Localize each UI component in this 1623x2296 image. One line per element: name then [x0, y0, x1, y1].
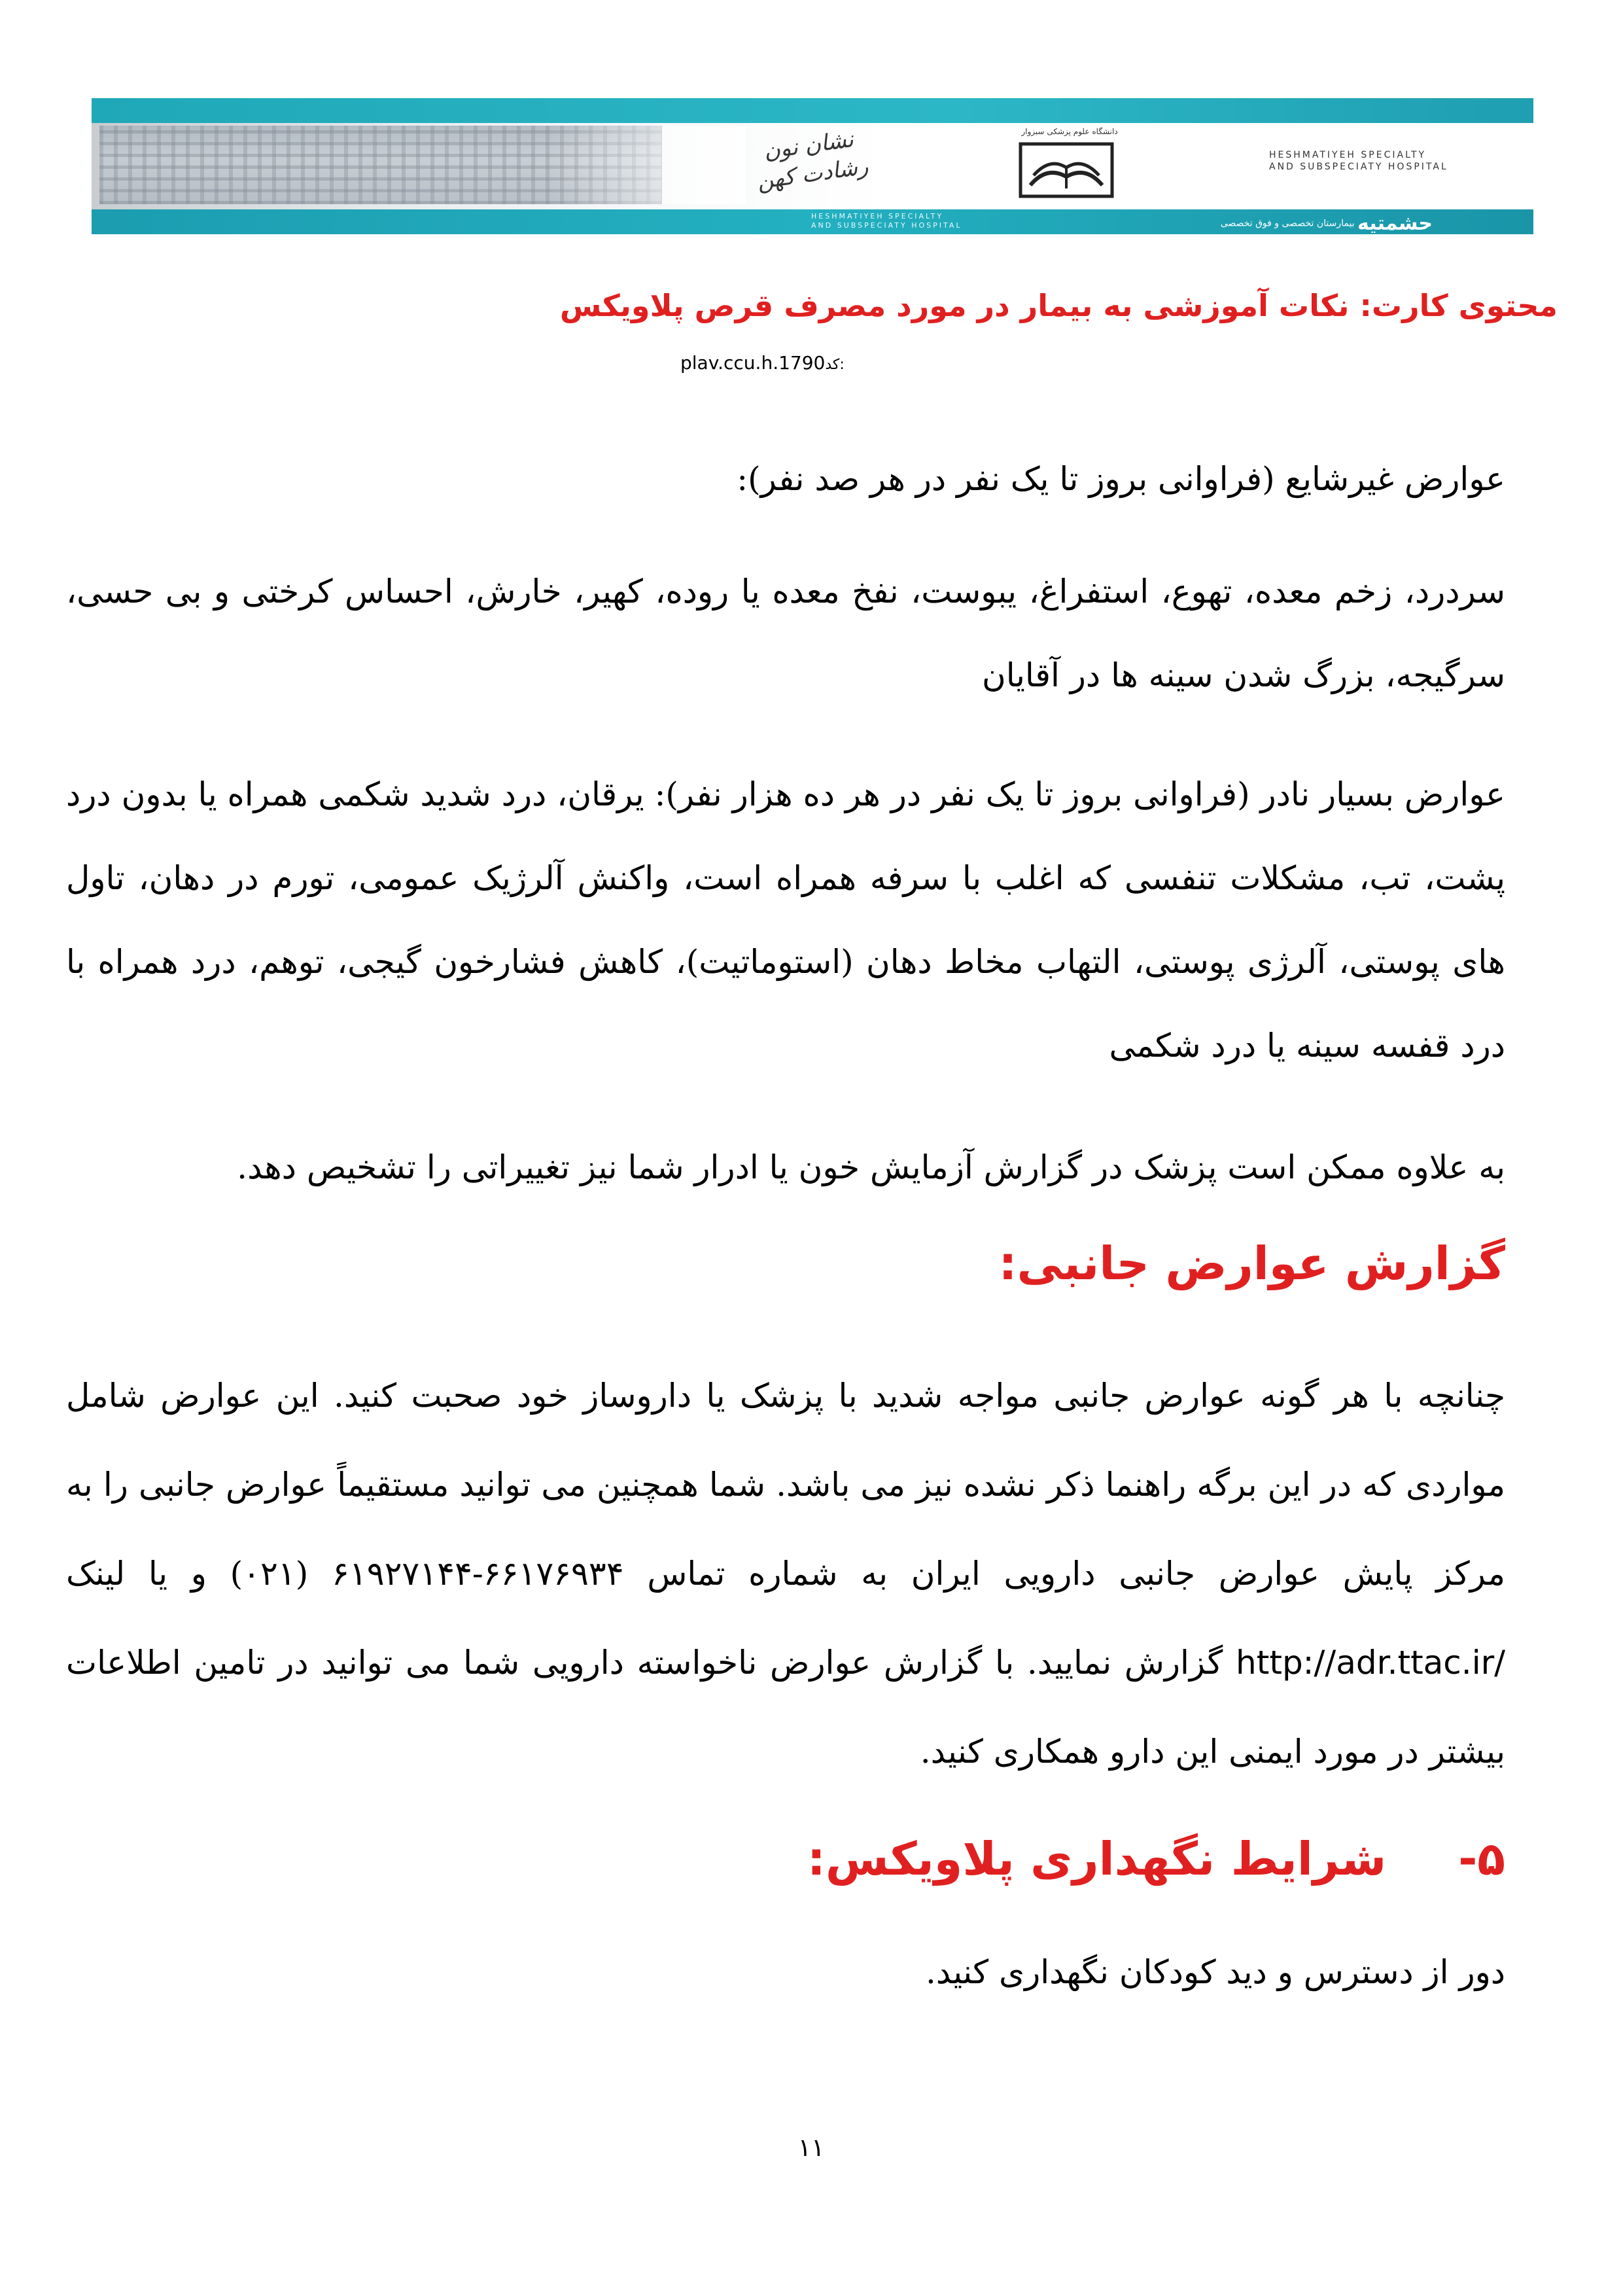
hospital-name: حشمتیه — [1357, 212, 1433, 234]
code-value: plav.ccu.h.1790 — [680, 352, 826, 374]
university-name: دانشگاه علوم پزشکی سبزوار — [1021, 127, 1118, 136]
hospital-persian-name — [1066, 212, 1433, 234]
uncommon-side-effects-intro: عوارض غیرشایع (فراوانی بروز تا یک نفر در هر صد نفر): — [737, 460, 1505, 498]
banner-top-bar — [92, 98, 1533, 123]
report-text-part2: گزارش نمایید. با گزارش عوارض ناخواسته دارویی شما می توانید در تامین اطلاعات بیشتر در مورد ایمنی این دارو همکاری کنید. — [66, 1644, 1505, 1771]
adr-link[interactable]: http://adr.ttac.ir/ — [1236, 1644, 1505, 1682]
hospital-subtitle: بیمارستان تخصصی و فوق تخصصی — [1220, 218, 1355, 229]
hospital-english-name: HESHMATIYEH SPECIALTY AND SUBSPECIATY HOSPITAL — [1269, 150, 1448, 172]
code-label: کد: — [825, 357, 845, 373]
uncommon-side-effects-list: سردرد، زخم معده، تهوع، استفراغ، یبوست، نفخ معده یا روده، کهیر، خارش، احساس کرختی و بی حسی، سرگیجه، بزرگ شدن سینه ها در آقایان — [66, 573, 1505, 694]
storage-heading — [66, 1832, 1505, 1886]
card-title: محتوی کارت: نکات آموزشی به بیمار در مورد مصرف قرص پلاویکس — [559, 288, 1558, 323]
page-number: ۱۱ — [797, 2133, 825, 2162]
rare-side-effects: عوارض بسیار نادر (فراوانی بروز تا یک نفر در هر ده هزار نفر): یرقان، درد شدید شکمی همراه یا بدون درد پشت، تب، مشکلات تنفسی که اغلب با سرفه همراه است، واکنش آلرژیک عمومی، تورم در دهان، تاول های پوستی، آلرژی پوستی، التهاب مخاط دهان (استوماتیت)، کاهش فشارخون گیجی، توهم، درد همراه با درد قفسه سینه یا درد شکمی — [66, 775, 1505, 1065]
report-text-part1: چنانچه با هر گونه عوارض جانبی مواجه شدید با پزشک یا داروساز خود صحبت کنید. این عوارض شامل مواردی که در این برگه راهنما ذکر نشده نیز می باشد. شما همچنین می توانید مستقیماً عوارض جانبی را به مرکز پایش عوارض جانبی دارویی ایران به شماره تماس ۶۶۱۷۶۹۳۴-۶۱۹۲۷۱۴۴ (۰۲۱) و یا لینک — [66, 1377, 1505, 1593]
storage-heading-title: شرایط نگهداری پلاویکس: — [807, 1832, 1387, 1886]
storage-instruction: دور از دسترس و دید کودکان نگهداری کنید. — [925, 1953, 1505, 1991]
report-side-effects-paragraph — [66, 1351, 1505, 1796]
university-logo-icon — [1001, 136, 1132, 202]
report-side-effects-heading: گزارش عوارض جانبی: — [998, 1237, 1505, 1290]
card-code — [680, 352, 942, 374]
hospital-english-name-bottom: HESHMATIYEH SPECIALTY AND SUBSPECIATY HOSPITAL — [811, 212, 962, 230]
header-banner — [92, 98, 1533, 234]
lab-changes-note: به علاوه ممکن است پزشک در گزارش آزمایش خون یا ادرار شما نیز تغییراتی را تشخیص دهد. — [237, 1148, 1505, 1186]
banner-calligraphy: نشان نون رشادت کهن — [755, 126, 870, 195]
storage-heading-number: ۵- — [1458, 1832, 1505, 1886]
